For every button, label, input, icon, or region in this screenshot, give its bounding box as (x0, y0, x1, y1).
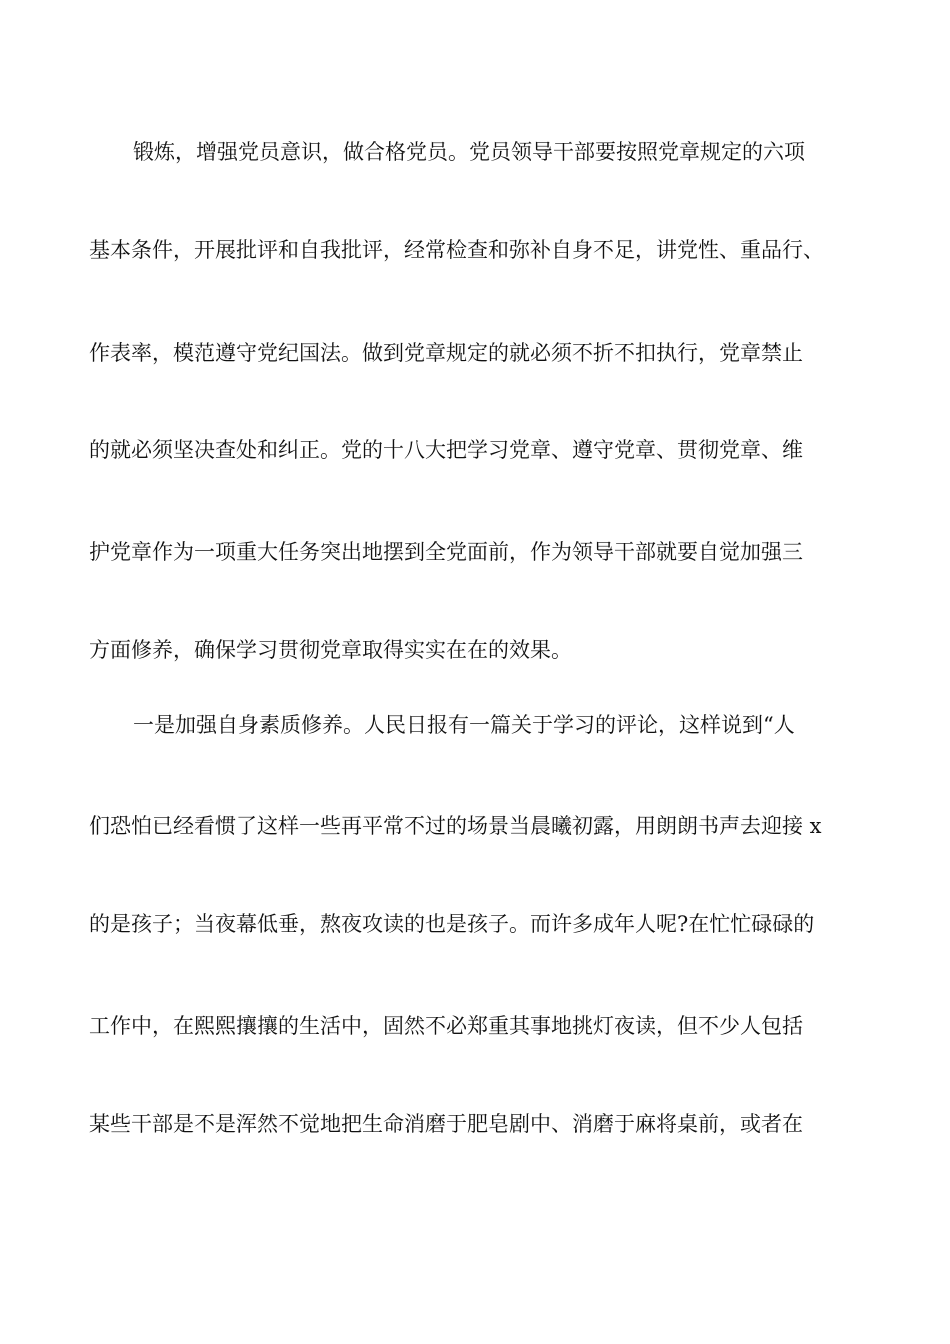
paragraph-line: 工作中，在熙熙攘攘的生活中，固然不必郑重其事地挑灯夜读，但不少人包括 (89, 1014, 803, 1038)
paragraph-line: 作表率，模范遵守党纪国法。做到党章规定的就必须不折不扣执行，党章禁止 (89, 341, 803, 365)
paragraph-line: 一是加强自身素质修养。人民日报有一篇关于学习的评论，这样说到“人 (133, 713, 795, 737)
paragraph-line: 们恐怕已经看惯了这样一些再平常不过的场景当晨曦初露，用朗朗书声去迎接 x (89, 814, 822, 838)
paragraph-line: 基本条件，开展批评和自我批评，经常检查和弥补自身不足，讲党性、重品行、 (89, 238, 824, 262)
paragraph-line: 的是孩子；当夜幕低垂，熬夜攻读的也是孩子。而许多成年人呢?在忙忙碌碌的 (89, 912, 815, 936)
paragraph-line: 锻炼，增强党员意识，做合格党员。党员领导干部要按照党章规定的六项 (133, 140, 805, 164)
paragraph-line: 某些干部是不是浑然不觉地把生命消磨于肥皂剧中、消磨于麻将桌前，或者在 (89, 1112, 803, 1136)
paragraph-line: 的就必须坚决查处和纠正。党的十八大把学习党章、遵守党章、贯彻党章、维 (89, 438, 803, 462)
paragraph-line: 护党章作为一项重大任务突出地摆到全党面前，作为领导干部就要自觉加强三 (89, 540, 803, 564)
paragraph-line: 方面修养，确保学习贯彻党章取得实实在在的效果。 (89, 638, 572, 662)
